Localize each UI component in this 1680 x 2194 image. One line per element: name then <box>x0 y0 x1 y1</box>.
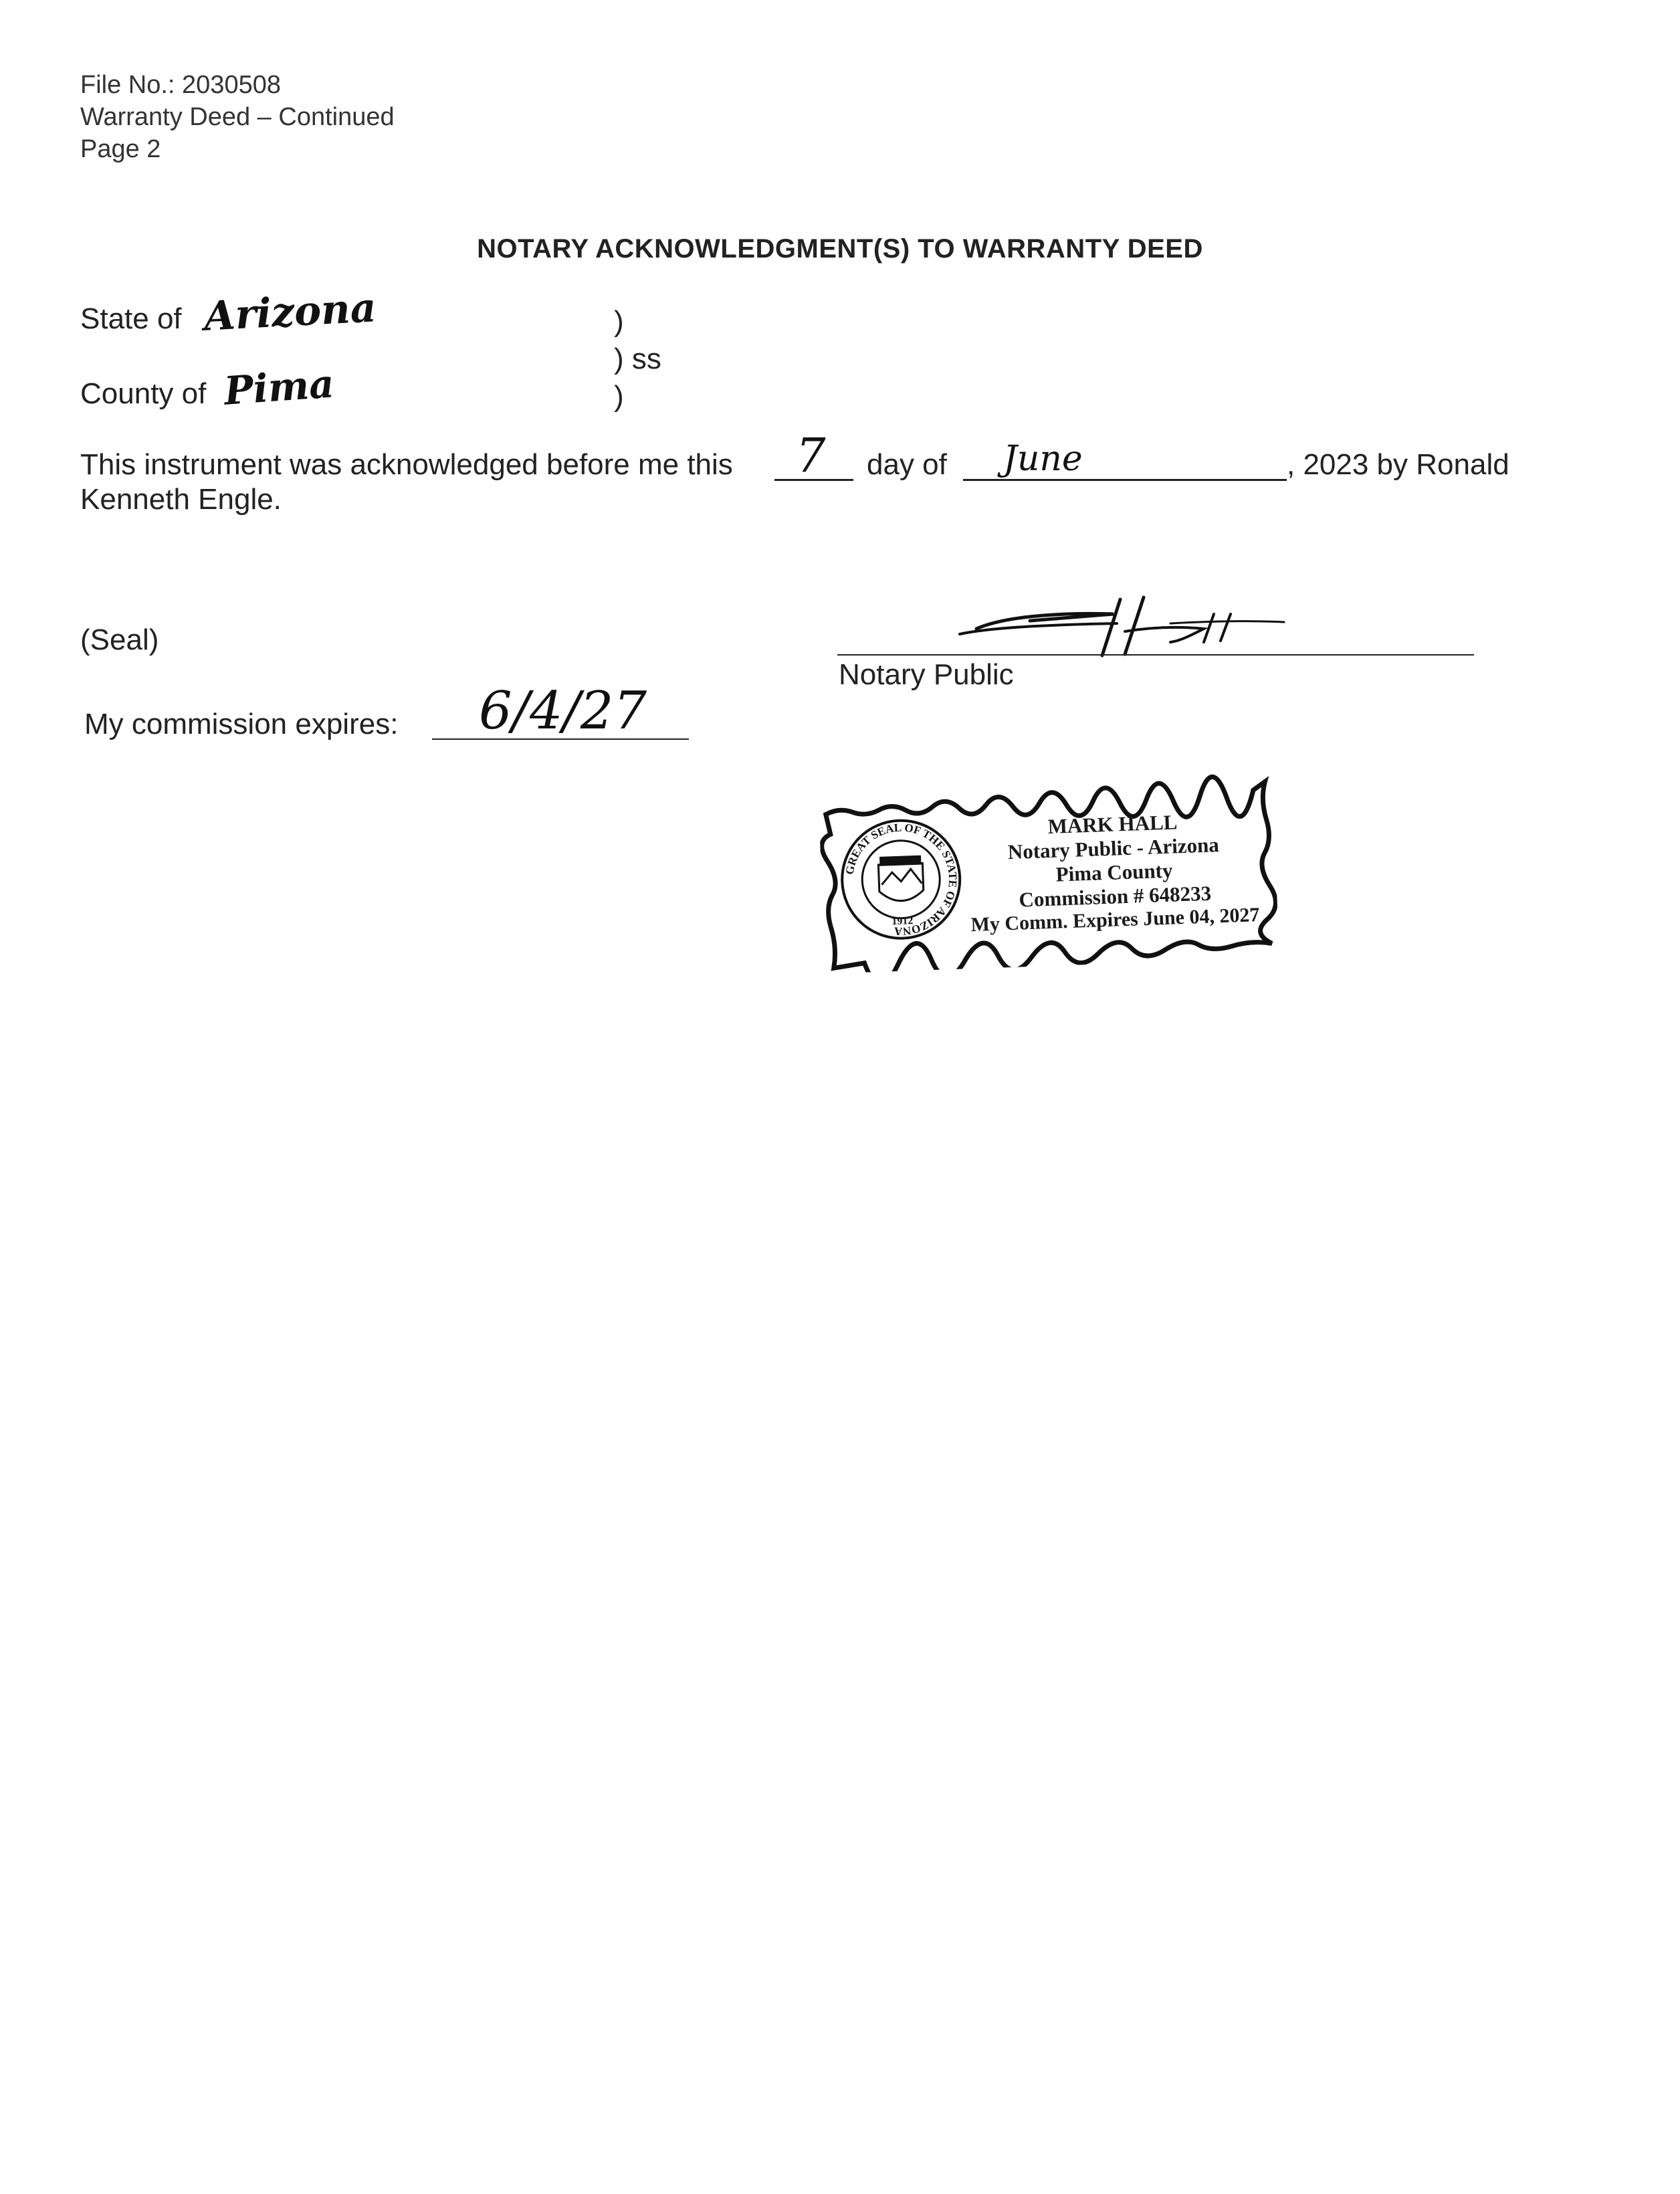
svg-text:GREAT SEAL OF THE STATE OF ARI: GREAT SEAL OF THE STATE OF ARIZONA <box>843 821 960 938</box>
acknowledgment-text-part1: This instrument was acknowledged before me this <box>80 448 733 481</box>
great-seal-icon <box>837 815 965 944</box>
day-handwritten-value: 7 <box>796 428 826 483</box>
seal-label: (Seal) <box>80 623 159 656</box>
acknowledgment-text-part3: , 2023 by Ronald <box>1287 448 1509 481</box>
notary-signature <box>950 594 1297 668</box>
seal-ring-text <box>818 788 819 789</box>
venue-paren-ss: ) ss <box>614 342 661 375</box>
file-number: File No.: 2030508 <box>80 71 281 99</box>
venue-paren-bottom: ) <box>614 380 624 413</box>
month-handwritten-value: June <box>1003 439 1083 479</box>
document-title: NOTARY ACKNOWLEDGMENT(S) TO WARRANTY DEED <box>477 234 1203 264</box>
stamp-notary-title: Notary Public - Arizona <box>1007 833 1220 864</box>
document-continued-label: Warranty Deed – Continued <box>80 103 395 131</box>
stamp-commission-number: Commission # 648233 <box>1018 881 1212 912</box>
commission-expires-label: My commission expires: <box>84 708 399 740</box>
acknowledgment-text-part2: day of <box>867 448 947 481</box>
county-label: County of <box>80 377 207 410</box>
state-handwritten-value: Arizona <box>203 284 378 340</box>
county-handwritten-value: Pima <box>222 361 336 414</box>
notary-stamp <box>818 772 1279 974</box>
commission-expires-handwritten-value: 6/4/27 <box>479 681 647 741</box>
month-blank-line <box>963 479 1287 481</box>
notary-public-label: Notary Public <box>839 658 1014 691</box>
stamp-expiration: My Comm. Expires June 04, 2027 <box>970 904 1260 936</box>
notary-signature-line <box>837 654 1474 656</box>
svg-text:1912: 1912 <box>891 915 914 928</box>
venue-paren-top: ) <box>614 305 624 338</box>
acknowledgment-text-line2: Kenneth Engle. <box>80 483 282 516</box>
page-number: Page 2 <box>80 135 161 163</box>
stamp-notary-name: MARK HALL <box>1047 810 1178 838</box>
stamp-county: Pima County <box>1055 858 1173 886</box>
state-label: State of <box>80 302 182 335</box>
